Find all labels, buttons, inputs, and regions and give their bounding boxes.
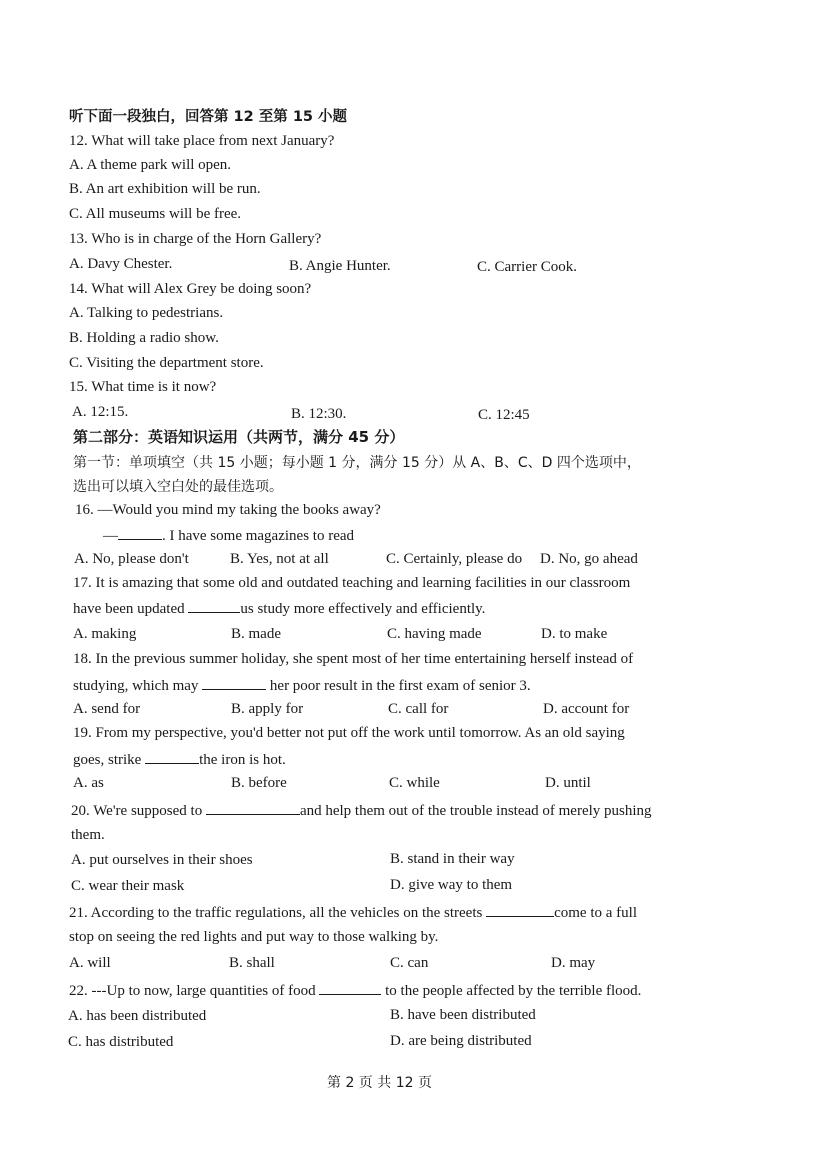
q12-option-b: B. An art exhibition will be run. xyxy=(69,181,261,197)
q21-option-d: D. may xyxy=(551,955,596,971)
q14-option-c: C. Visiting the department store. xyxy=(69,355,264,371)
q21-option-c: C. can xyxy=(390,955,429,971)
q22-stem xyxy=(69,980,641,1000)
q12-option-a: A. A theme park will open. xyxy=(69,157,232,173)
q17-option-a: A. making xyxy=(73,626,137,642)
q19-option-d: D. until xyxy=(545,775,591,791)
q20-blank xyxy=(206,800,300,815)
q15-option-b: B. 12:30. xyxy=(291,406,347,422)
q20-pre: 20. We're supposed to xyxy=(71,803,203,819)
q14-stem: 14. What will Alex Grey be doing soon? xyxy=(69,281,312,297)
q19-stem-line2 xyxy=(73,749,286,769)
q13-option-b: B. Angie Hunter. xyxy=(289,258,391,274)
q20-post: and help them out of the trouble instead of merely pushing xyxy=(299,803,652,819)
q15-option-c: C. 12:45 xyxy=(478,407,530,423)
q13-option-c: C. Carrier Cook. xyxy=(477,259,577,275)
q13-option-a: A. Davy Chester. xyxy=(69,256,173,272)
q17-stem-line1: 17. It is amazing that some old and outdated teaching and learning facilities in our classroom xyxy=(73,575,631,591)
q21-stem-line1 xyxy=(69,902,637,922)
q18-option-c: C. call for xyxy=(388,701,449,717)
section1-instruction-line1: 第一节：单项填空（共 15 小题；每小题 1 分，满分 15 分）从 A、B、C、D 四个选项中， xyxy=(73,455,641,471)
q18-stem-line2 xyxy=(73,675,531,695)
q15-stem: 15. What time is it now? xyxy=(69,379,217,395)
q16-stem: 16. —Would you mind my taking the books away? xyxy=(75,502,381,518)
q22-option-d: D. are being distributed xyxy=(390,1033,532,1049)
q20-option-c: C. wear their mask xyxy=(71,878,185,894)
q20-option-b: B. stand in their way xyxy=(390,851,515,867)
q22-option-c: C. has distributed xyxy=(68,1034,174,1050)
q19-option-a: A. as xyxy=(73,775,104,791)
q20-stem-line2: them. xyxy=(71,827,105,843)
q17-option-c: C. having made xyxy=(387,626,482,642)
q16-reply-rest: . I have some magazines to read xyxy=(162,528,355,544)
q16-option-a: A. No, please don't xyxy=(74,551,189,567)
q17-post: us study more effectively and efficiently. xyxy=(240,601,486,617)
q19-stem-line1: 19. From my perspective, you'd better not put off the work until tomorrow. As an old saying xyxy=(73,725,625,741)
q21-stem-line2: stop on seeing the red lights and put way to those walking by. xyxy=(69,929,439,945)
q21-option-b: B. shall xyxy=(229,955,275,971)
q21-post: come to a full xyxy=(554,905,637,921)
q18-pre: studying, which may xyxy=(73,678,199,694)
part2-title: 第二部分：英语知识运用（共两节，满分 45 分） xyxy=(73,428,405,446)
q20-option-a: A. put ourselves in their shoes xyxy=(71,852,253,868)
q15-option-a: A. 12:15. xyxy=(72,404,129,420)
q19-option-b: B. before xyxy=(231,775,287,791)
q17-option-d: D. to make xyxy=(541,626,608,642)
q19-blank xyxy=(145,749,199,764)
q14-option-a: A. Talking to pedestrians. xyxy=(69,305,224,321)
section1-instruction-line2: 选出可以填入空白处的最佳选项。 xyxy=(73,479,283,495)
q20-stem-line1 xyxy=(71,800,652,820)
q18-option-d: D. account for xyxy=(543,701,630,717)
q12-stem: 12. What will take place from next January? xyxy=(69,133,335,149)
q22-post: to the people affected by the terrible flood. xyxy=(385,983,642,999)
q14-option-b: B. Holding a radio show. xyxy=(69,330,219,346)
q21-blank xyxy=(486,902,554,917)
q20-option-d: D. give way to them xyxy=(390,877,513,893)
q18-option-b: B. apply for xyxy=(231,701,304,717)
q16-blank xyxy=(118,525,162,540)
q21-option-a: A. will xyxy=(69,955,111,971)
q17-pre: have been updated xyxy=(73,601,185,617)
q18-blank xyxy=(202,675,266,690)
q21-pre: 21. According to the traffic regulations, all the vehicles on the streets xyxy=(69,905,483,921)
q17-option-b: B. made xyxy=(231,626,281,642)
q16-option-c: C. Certainly, please do xyxy=(386,551,523,567)
q19-pre: goes, strike xyxy=(73,752,142,768)
listening-instruction: 听下面一段独白，回答第 12 至第 15 小题 xyxy=(69,109,348,125)
q18-stem-line1: 18. In the previous summer holiday, she spent most of her time entertaining herself instead of xyxy=(73,651,634,667)
q16-reply xyxy=(103,525,354,545)
q22-option-a: A. has been distributed xyxy=(68,1008,207,1024)
q19-post: the iron is hot. xyxy=(199,752,286,768)
q19-option-c: C. while xyxy=(389,775,440,791)
q22-pre: 22. ---Up to now, large quantities of food xyxy=(69,983,316,999)
page-number: 第 2 页 共 12 页 xyxy=(327,1075,432,1091)
q16-option-b: B. Yes, not at all xyxy=(230,551,329,567)
q17-blank xyxy=(188,598,240,613)
q12-option-c: C. All museums will be free. xyxy=(69,206,242,222)
q22-option-b: B. have been distributed xyxy=(390,1007,536,1023)
q22-blank xyxy=(319,980,381,995)
q16-dash: — xyxy=(103,528,118,544)
q18-post: her poor result in the first exam of senior 3. xyxy=(269,678,531,694)
q16-option-d: D. No, go ahead xyxy=(540,551,638,567)
q18-option-a: A. send for xyxy=(73,701,141,717)
q17-stem-line2 xyxy=(73,598,485,618)
q13-stem: 13. Who is in charge of the Horn Gallery? xyxy=(69,231,322,247)
